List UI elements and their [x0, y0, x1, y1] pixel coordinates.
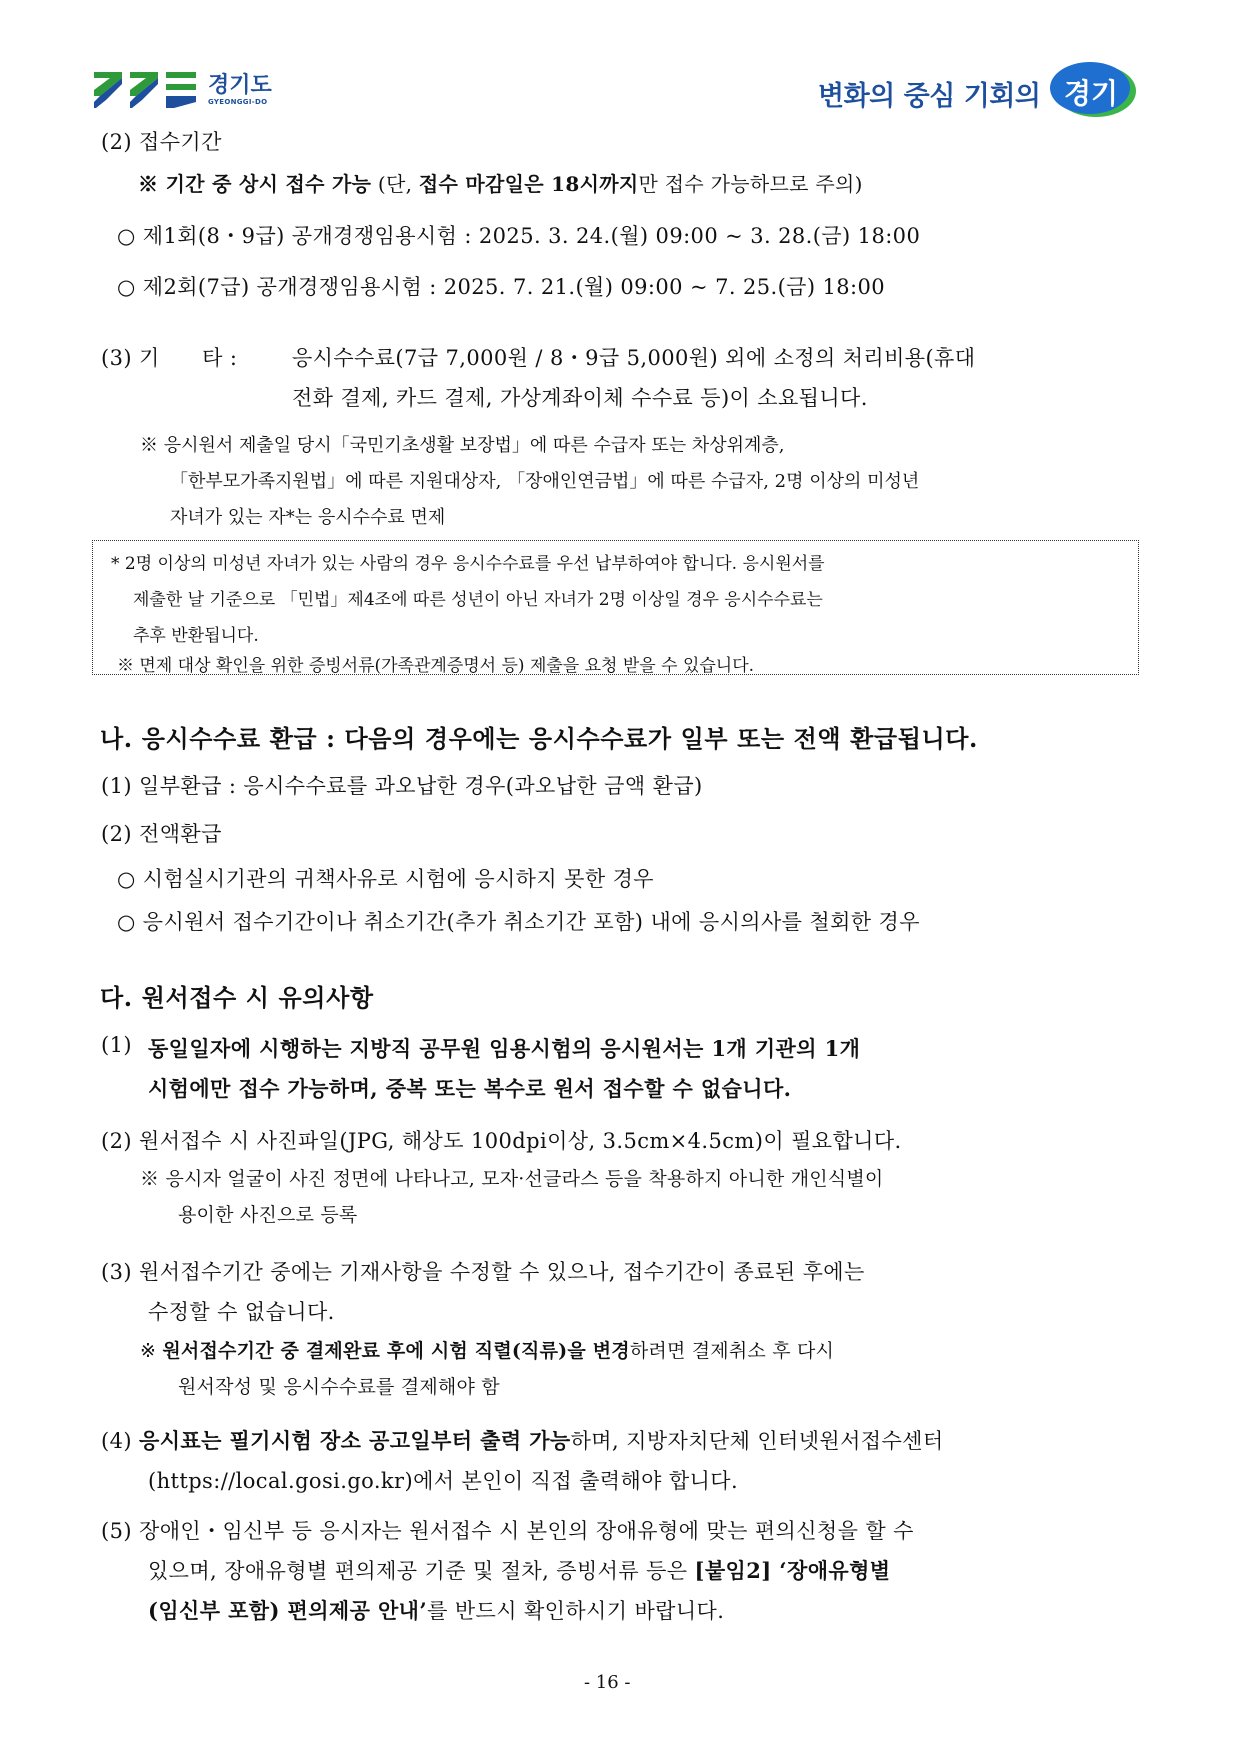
receipt-period-item: ○ 제2회(7급) 공개경쟁임용시험 : 2025. 7. 21.(월) 09:00 ~ 7. 25.(금) 18:00 [117, 275, 886, 299]
caution-3-note: 원서작성 및 응시수수료를 결제해야 함 [178, 1376, 500, 1398]
caution-2-note: 용이한 사진으로 등록 [178, 1204, 358, 1226]
refund-partial: (1) 일부환급 : 응시수수료를 과오납한 경우(과오납한 금액 환급) [101, 774, 703, 798]
caution-3-line: (3) 원서접수기간 중에는 기재사항을 수정할 수 있으나, 접수기간이 종료된 후에는 [101, 1260, 865, 1284]
caution-4-line: (4) 응시표는 필기시험 장소 공고일부터 출력 가능하며, 지방자치단체 인터넷원서접수센터 [101, 1428, 944, 1453]
receipt-period-title: (2) 접수기간 [101, 130, 222, 154]
org-sub: GYEONGGI-DO [208, 98, 268, 106]
caution-1-line: 동일일자에 시행하는 지방직 공무원 임용시험의 응시원서는 1개 기관의 1개 [148, 1036, 861, 1061]
etc-label: (3) 기 타 : [101, 346, 238, 370]
etc-line: 응시수수료(7급 7,000원 / 8・9급 5,000원) 외에 소정의 처리비용(휴대 [292, 346, 976, 370]
notice-line: 추후 반환됩니다. [133, 626, 259, 646]
refund-full-title: (2) 전액환급 [101, 822, 222, 846]
page-number: - 16 - [584, 1672, 631, 1693]
caution-1-line: 시험에만 접수 가능하며, 중복 또는 복수로 원서 접수할 수 없습니다. [148, 1076, 792, 1101]
caution-3-note: ※ 원서접수기간 중 결제완료 후에 시험 직렬(직류)을 변경하려면 결제취소 후 다시 [140, 1340, 835, 1362]
refund-full-item: ○ 응시원서 접수기간이나 취소기간(추가 취소기간 포함) 내에 응시의사를 철회한 경우 [117, 910, 920, 934]
etc-note-line: ※ 응시원서 제출일 당시「국민기초생활 보장법」에 따른 수급자 또는 차상위계층, [140, 435, 785, 456]
slogan-badge-text: 경기 [1064, 77, 1119, 110]
caution-2: (2) 원서접수 시 사진파일(JPG, 해상도 100dpi이상, 3.5cm×4.5cm)이 필요합니다. [101, 1129, 902, 1153]
notice-line: ※ 면제 대상 확인을 위한 증빙서류(가족관계증명서 등) 제출을 요청 받을 수 있습니다. [117, 656, 755, 676]
receipt-period-item: ○ 제1회(8・9급) 공개경쟁임용시험 : 2025. 3. 24.(월) 09:00 ~ 3. 28.(금) 18:00 [117, 224, 921, 248]
caution-4-line: (https://local.gosi.go.kr)에서 본인이 직접 출력해야 합니다. [148, 1469, 739, 1493]
caution-1-num: (1) [101, 1033, 132, 1057]
caution-5-line: (5) 장애인・임신부 등 응시자는 원서접수 시 본인의 장애유형에 맞는 편의신청을 할 수 [101, 1519, 914, 1543]
refund-heading: 나. 응시수수료 환급 : 다음의 경우에는 응시수수료가 일부 또는 전액 환급됩니다. [100, 724, 979, 753]
gyeonggi-logo [94, 66, 294, 114]
refund-full-item: ○ 시험실시기관의 귀책사유로 시험에 응시하지 못한 경우 [117, 867, 654, 891]
etc-line: 전화 결제, 카드 결제, 가상계좌이체 수수료 등)이 소요됩니다. [292, 386, 868, 410]
receipt-period-note: ※ 기간 중 상시 접수 가능 (단, 접수 마감일은 18시까지만 접수 가능하므로 주의) [138, 172, 863, 196]
cautions-heading: 다. 원서접수 시 유의사항 [100, 983, 374, 1012]
caution-5-line: (임신부 포함) 편의제공 안내’를 반드시 확인하시기 바랍니다. [148, 1598, 725, 1623]
notice-line: 제출한 날 기준으로 「민법」제4조에 따른 성년이 아닌 자녀가 2명 이상일 경우 응시수수료는 [133, 590, 823, 610]
caution-5-line: 있으며, 장애유형별 편의제공 기준 및 절차, 증빙서류 등은 [붙임2] ‘장애유형별 [148, 1558, 891, 1583]
etc-note-line: 「한부모가족지원법」에 따른 지원대상자, 「장애인연금법」에 따른 수급자, 2명 이상의 미성년 [170, 471, 920, 492]
etc-note-line: 자녀가 있는 자*는 응시수수료 면제 [170, 507, 446, 528]
exemption-notice-box [92, 540, 1139, 675]
slogan-logo [818, 58, 1148, 122]
slogan-text: 변화의 중심 기회의 [818, 81, 1041, 112]
caution-2-note: ※ 응시자 얼굴이 사진 정면에 나타나고, 모자·선글라스 등을 착용하지 아니한 개인식별이 [140, 1168, 884, 1190]
notice-line: * 2명 이상의 미성년 자녀가 있는 사람의 경우 응시수수료를 우선 납부하여야 합니다. 응시원서를 [111, 554, 825, 574]
caution-3-line: 수정할 수 없습니다. [148, 1300, 335, 1324]
org-name: 경기도 [208, 73, 272, 98]
